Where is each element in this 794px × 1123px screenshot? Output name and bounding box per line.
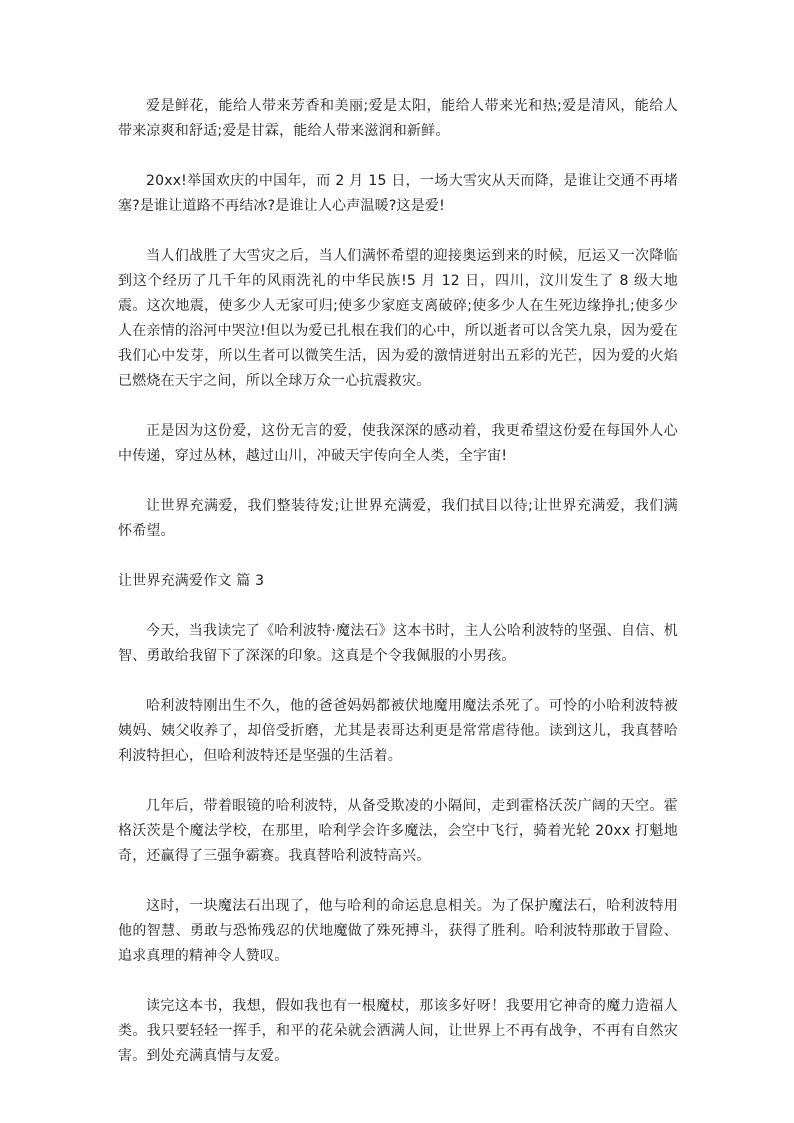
paragraph: 爱是鲜花，能给人带来芳香和美丽;爱是太阳，能给人带来光和热;爱是清风，能给人带来凉爽和舒适;爱是甘霖，能给人带来滋润和新鲜。 [118, 98, 678, 139]
paragraph: 20xx!举国欢庆的中国年，而 2 月 15 日，一场大雪灾从天而降，是谁让交通不再堵塞?是谁让道路不再结冰?是谁让人心声温暖?这是爱! [118, 173, 678, 214]
paragraph-spacer [118, 394, 678, 419]
paragraph: 哈利波特刚出生不久，他的爸爸妈妈都被伏地魔用魔法杀死了。可怜的小哈利波特被姨妈、姨父收养了，却倍受折磨，尤其是表哥达利更是常常虐待他。读到这儿，我真替哈利波特担心，但哈利波特还是坚强的生活着。 [118, 698, 678, 764]
paragraph: 几年后，带着眼镜的哈利波特，从备受欺凌的小隔间，走到霍格沃茨广阔的天空。霍格沃茨是个魔法学校，在那里，哈利学会许多魔法，会空中飞行，骑着光轮 20xx 打魁地奇，还赢得了三强争霸赛。我真替哈利波特高兴。 [118, 798, 678, 864]
paragraph: 正是因为这份爱，这份无言的爱，使我深深的感动着，我更希望这份爱在每国外人心中传递，穿过丛林，越过山川，冲破天宇传向全人类，全宇宙! [118, 423, 678, 464]
section-heading: 让世界充满爱作文 篇 3 [118, 573, 265, 589]
paragraph: 读完这本书，我想，假如我也有一根魔杖，那该多好呀！我要用它神奇的魔力造福人类。我只要轻轻一挥手，和平的花朵就会洒满人间，让世界上不再有战争，不再有自然灾害。到处充满真情与友爱。 [118, 998, 678, 1064]
paragraph-spacer [118, 219, 678, 244]
paragraph-spacer [118, 869, 678, 894]
paragraph-spacer [118, 544, 678, 569]
paragraph-spacer [118, 669, 678, 694]
paragraph-spacer [118, 594, 678, 619]
paragraph: 这时，一块魔法石出现了，他与哈利的命运息息相关。为了保护魔法石，哈利波特用他的智慧、勇敢与恐怖残忍的伏地魔做了殊死搏斗，获得了胜利。哈利波特那敢于冒险、追求真理的精神令人赞叹。 [118, 898, 678, 964]
paragraph: 让世界充满爱，我们整装待发;让世界充满爱，我们拭目以待;让世界充满爱，我们满怀希望。 [118, 498, 678, 539]
paragraph: 当人们战胜了大雪灾之后，当人们满怀希望的迎接奥运到来的时候，厄运又一次降临到这个经历了几千年的风雨洗礼的中华民族!5 月 12 日，四川，汶川发生了 8 级大地震。这次地震，使多少人无家可归;使多少家庭支离破碎;使多少人在生死边缘挣扎;使多少人在亲情的浴河中哭泣!但以为爱已扎根在我们的心中，所以逝者可以含笑九泉，因为爱在我们心中发芽，所以生者可以微笑生活，因为爱的激情迸射出五彩的光芒，因为爱的火焰已燃烧在天宇之间，所以全球万众一心抗震救灾。 [118, 248, 678, 389]
paragraph-spacer [118, 469, 678, 494]
paragraph-spacer [118, 969, 678, 994]
paragraph: 今天，当我读完了《哈利波特·魔法石》这本书时，主人公哈利波特的坚强、自信、机智、勇敢给我留下了深深的印象。这真是个令我佩服的小男孩。 [118, 623, 678, 664]
document-page [118, 94, 678, 1069]
paragraph-spacer [118, 144, 678, 169]
paragraph-spacer [118, 769, 678, 794]
